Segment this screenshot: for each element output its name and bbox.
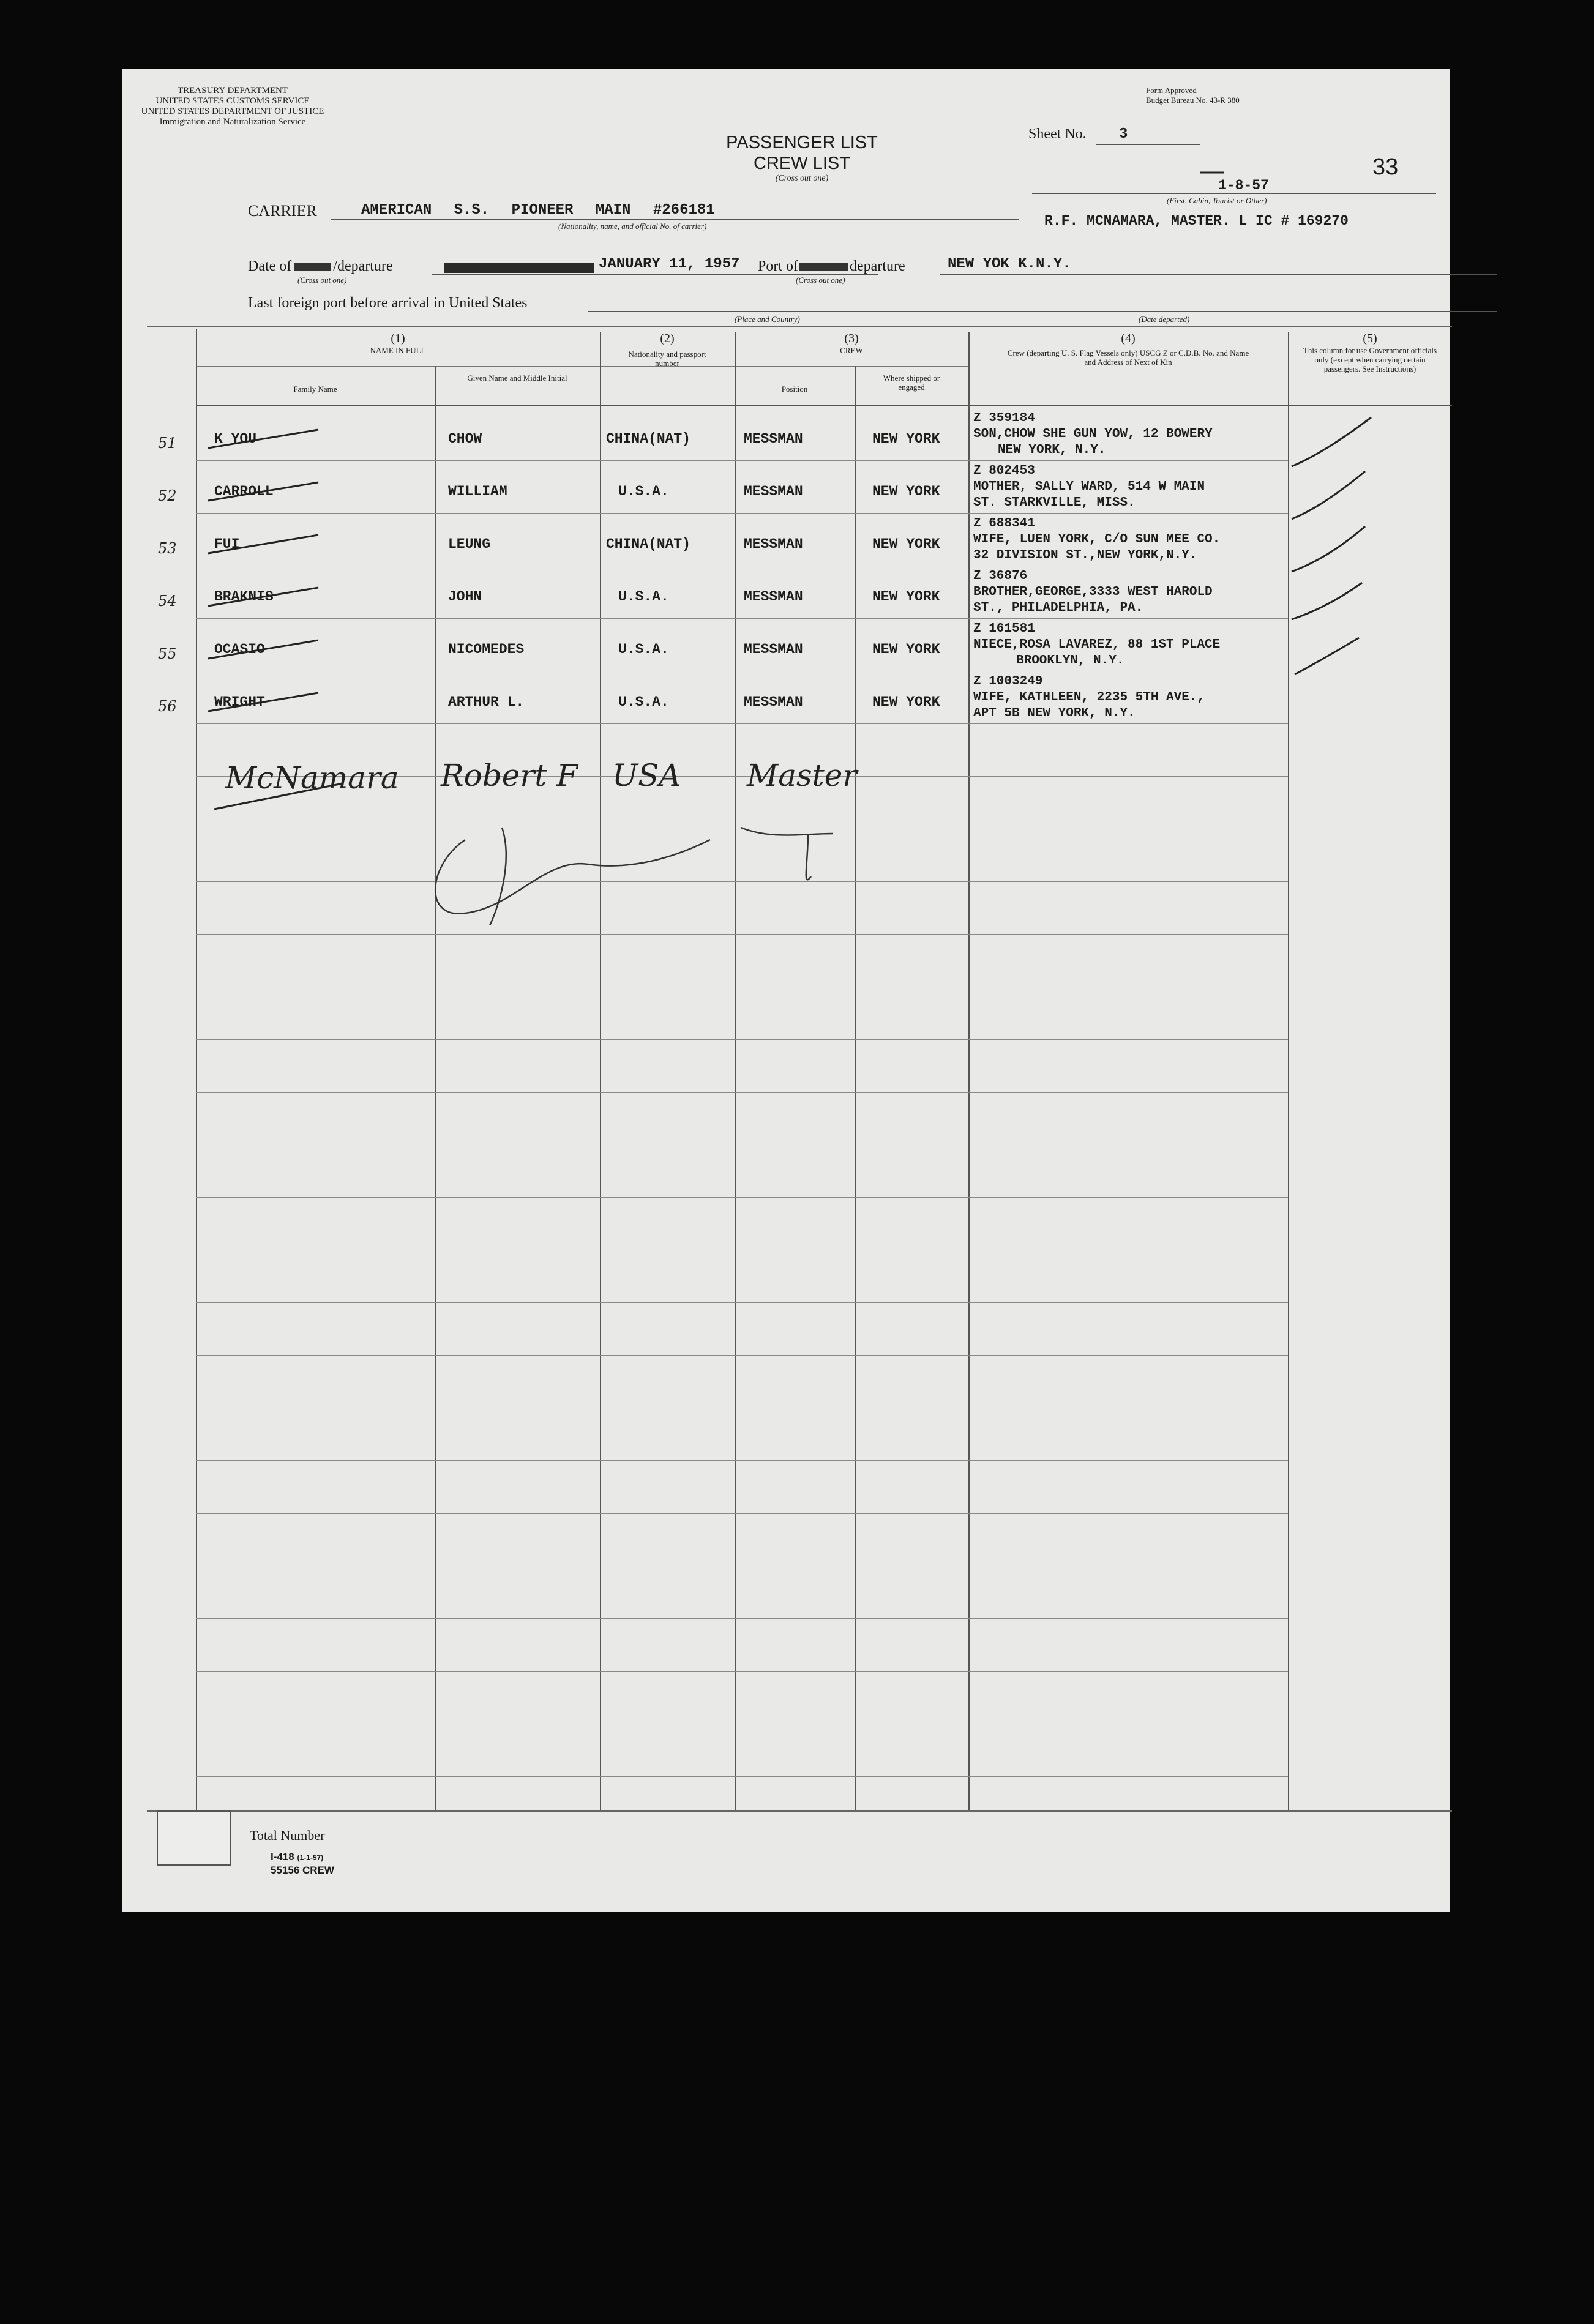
table-rule bbox=[196, 1513, 1288, 1514]
strike-mark bbox=[208, 430, 318, 448]
given-name: CHOW bbox=[448, 431, 482, 447]
last-port-label: Last foreign port before arrival in United States bbox=[248, 295, 528, 311]
position: MESSMAN bbox=[744, 641, 803, 657]
port-value: NEW YOK K.N.Y. bbox=[948, 256, 1071, 272]
col1-number: (1) bbox=[391, 332, 405, 345]
strike-mark bbox=[208, 693, 318, 711]
budget-bureau: Budget Bureau No. 43-R 380 bbox=[1146, 95, 1240, 105]
nationality: CHINA(NAT) bbox=[606, 431, 691, 447]
print-code: 55156 CREW bbox=[271, 1864, 334, 1876]
handwritten-family-name: McNamara bbox=[225, 760, 399, 796]
form-date: (1-1-57) bbox=[297, 1853, 324, 1862]
table-rule bbox=[196, 1092, 1288, 1093]
kin-address-1: WIFE, LUEN YORK, C/O SUN MEE CO. bbox=[973, 532, 1221, 547]
class-caption: (First, Cabin, Tourist or Other) bbox=[1167, 196, 1267, 205]
title-passenger-list: PASSENGER LIST bbox=[726, 133, 878, 152]
kin-z-number: Z 802453 bbox=[973, 464, 1035, 478]
table-rule bbox=[196, 1355, 1288, 1356]
official-use-header: This column for use Government officials only (except when carrying certain passengers. See Instructions) bbox=[1303, 346, 1437, 373]
family-name: FUI bbox=[214, 536, 240, 552]
signature-flourish bbox=[435, 828, 833, 925]
agency-line: UNITED STATES DEPARTMENT OF JUSTICE bbox=[141, 106, 324, 116]
handwritten-position: Master bbox=[747, 758, 858, 793]
crew-header: CREW bbox=[840, 346, 863, 355]
master-value: R.F. MCNAMARA, MASTER. L IC # 169270 bbox=[1044, 213, 1349, 229]
given-name: WILLIAM bbox=[448, 484, 507, 499]
nationality: U.S.A. bbox=[618, 641, 669, 657]
sheet-number: 3 bbox=[1119, 126, 1128, 143]
col1-title: NAME IN FULL bbox=[370, 346, 426, 355]
row-number: 53 bbox=[158, 540, 177, 557]
kin-address-1: WIFE, KATHLEEN, 2235 5TH AVE., bbox=[973, 690, 1205, 704]
kin-address-2: NEW YORK, N.Y. bbox=[998, 443, 1106, 457]
nationality: U.S.A. bbox=[618, 694, 669, 710]
table-rule bbox=[196, 1618, 1288, 1619]
strike-mark bbox=[208, 535, 318, 553]
form-code-text: I-418 bbox=[271, 1851, 294, 1863]
kin-address-2: APT 5B NEW YORK, N.Y. bbox=[973, 706, 1136, 720]
strike-mark bbox=[208, 640, 318, 659]
row-number: 51 bbox=[158, 435, 177, 452]
check-mark bbox=[1292, 417, 1371, 466]
nationality: U.S.A. bbox=[618, 484, 669, 499]
kin-address-1: SON,CHOW SHE GUN YOW, 12 BOWERY bbox=[973, 427, 1213, 441]
family-name: OCASIO bbox=[214, 641, 265, 657]
port-of-text: Port of bbox=[758, 258, 798, 274]
family-name: K YOU bbox=[214, 431, 257, 447]
given-name-header-text: Given Name and Middle Initial bbox=[467, 373, 567, 383]
position-header: Position bbox=[781, 384, 808, 394]
total-number-box bbox=[157, 1810, 231, 1866]
voyage-value: 1-8-57 bbox=[1218, 177, 1269, 193]
departure-word: /departure bbox=[333, 258, 393, 274]
handwritten-nationality: USA bbox=[612, 758, 681, 793]
date-value: JANUARY 11, 1957 bbox=[599, 256, 740, 272]
nationality: U.S.A. bbox=[618, 589, 669, 605]
pen-marks bbox=[122, 69, 1450, 925]
table-rule bbox=[196, 1460, 1288, 1461]
kin-z-number: Z 688341 bbox=[973, 517, 1035, 531]
position: MESSMAN bbox=[744, 431, 803, 447]
handwritten-given-name: Robert F bbox=[441, 758, 578, 793]
col4-number: (4) bbox=[1121, 332, 1136, 345]
given-name: NICOMEDES bbox=[448, 641, 525, 657]
where-shipped: NEW YORK bbox=[872, 484, 940, 499]
table-rule bbox=[196, 1776, 1288, 1777]
kin-address-1: MOTHER, SALLY WARD, 514 W MAIN bbox=[973, 480, 1205, 494]
where-shipped: NEW YORK bbox=[872, 694, 940, 710]
family-name: BRAKNIS bbox=[214, 589, 274, 605]
agency-line: TREASURY DEPARTMENT bbox=[177, 86, 288, 95]
position: MESSMAN bbox=[744, 536, 803, 552]
given-name: LEUNG bbox=[448, 536, 491, 552]
given-name: ARTHUR L. bbox=[448, 694, 525, 710]
kin-address-1: NIECE,ROSA LAVAREZ, 88 1ST PLACE bbox=[973, 638, 1221, 652]
port-departure-word: departure bbox=[850, 258, 905, 274]
nationality-header: Nationality and passport number bbox=[628, 349, 706, 368]
date-departed-caption: (Date departed) bbox=[1139, 315, 1190, 324]
table-rule bbox=[196, 1039, 1288, 1040]
manifest-sheet bbox=[122, 69, 1450, 1912]
row-number: 52 bbox=[158, 487, 177, 504]
carrier-value: AMERICAN S.S. PIONEER MAIN #266181 bbox=[361, 202, 715, 219]
date-cross-out: (Cross out one) bbox=[297, 275, 347, 285]
check-mark bbox=[1292, 526, 1365, 572]
kin-address-2: BROOKLYN, N.Y. bbox=[1016, 654, 1124, 668]
given-name: JOHN bbox=[448, 589, 482, 605]
family-name-header: Family Name bbox=[293, 384, 337, 394]
kin-header: Crew (departing U. S. Flag Vessels only) USCG Z or C.D.B. No. and Name and Address of Next of Kin bbox=[1007, 348, 1249, 367]
page-number: 33 bbox=[1372, 154, 1399, 180]
kin-z-number: Z 1003249 bbox=[973, 674, 1043, 689]
carrier-caption: (Nationality, name, and official No. of carrier) bbox=[558, 222, 707, 231]
col2-number: (2) bbox=[660, 332, 675, 345]
row-number: 54 bbox=[158, 592, 177, 610]
kin-address-2: ST., PHILADELPHIA, PA. bbox=[973, 601, 1143, 615]
family-name: WRIGHT bbox=[214, 694, 265, 710]
where-shipped: NEW YORK bbox=[872, 641, 940, 657]
family-name: CARROLL bbox=[214, 484, 274, 499]
check-mark bbox=[1295, 638, 1359, 674]
col3-number: (3) bbox=[844, 332, 859, 345]
check-mark bbox=[1292, 471, 1365, 519]
position: MESSMAN bbox=[744, 484, 803, 499]
kin-address-1: BROTHER,GEORGE,3333 WEST HAROLD bbox=[973, 585, 1213, 599]
where-shipped: NEW YORK bbox=[872, 536, 940, 552]
position: MESSMAN bbox=[744, 589, 803, 605]
col5-number: (5) bbox=[1363, 332, 1377, 345]
strike-mark bbox=[208, 588, 318, 606]
cross-out-note: (Cross out one) bbox=[775, 174, 829, 183]
where-shipped: NEW YORK bbox=[872, 431, 940, 447]
table-rule bbox=[196, 934, 1288, 935]
row-number: 55 bbox=[158, 645, 177, 662]
date-of-text: Date of bbox=[248, 258, 292, 274]
kin-z-number: Z 161581 bbox=[973, 622, 1035, 636]
carrier-label: CARRIER bbox=[248, 202, 317, 220]
port-cross-out: (Cross out one) bbox=[796, 275, 845, 285]
place-caption: (Place and Country) bbox=[735, 315, 800, 324]
kin-z-number: Z 359184 bbox=[973, 411, 1035, 425]
nationality: CHINA(NAT) bbox=[606, 536, 691, 552]
kin-address-2: 32 DIVISION ST.,NEW YORK,N.Y. bbox=[973, 548, 1197, 562]
strike-mark bbox=[208, 482, 318, 501]
sheet-label: Sheet No. bbox=[1028, 126, 1087, 142]
where-shipped: NEW YORK bbox=[872, 589, 940, 605]
check-mark bbox=[1292, 583, 1362, 619]
form-approved: Form Approved bbox=[1146, 86, 1197, 95]
agency-line: UNITED STATES CUSTOMS SERVICE bbox=[155, 96, 310, 106]
total-number-label: Total Number bbox=[250, 1828, 325, 1843]
form-code bbox=[271, 1851, 323, 1863]
table-rule bbox=[196, 1197, 1288, 1198]
kin-address-2: ST. STARKVILLE, MISS. bbox=[973, 496, 1136, 510]
agency-line: Immigration and Naturalization Service bbox=[159, 117, 306, 127]
table-rule bbox=[196, 1302, 1288, 1303]
position: MESSMAN bbox=[744, 694, 803, 710]
title-crew-list: CREW LIST bbox=[754, 154, 850, 173]
kin-z-number: Z 36876 bbox=[973, 569, 1028, 583]
table-rule bbox=[196, 1671, 1288, 1672]
row-number: 56 bbox=[158, 698, 177, 715]
where-shipped-header: Where shipped or engaged bbox=[883, 373, 940, 392]
